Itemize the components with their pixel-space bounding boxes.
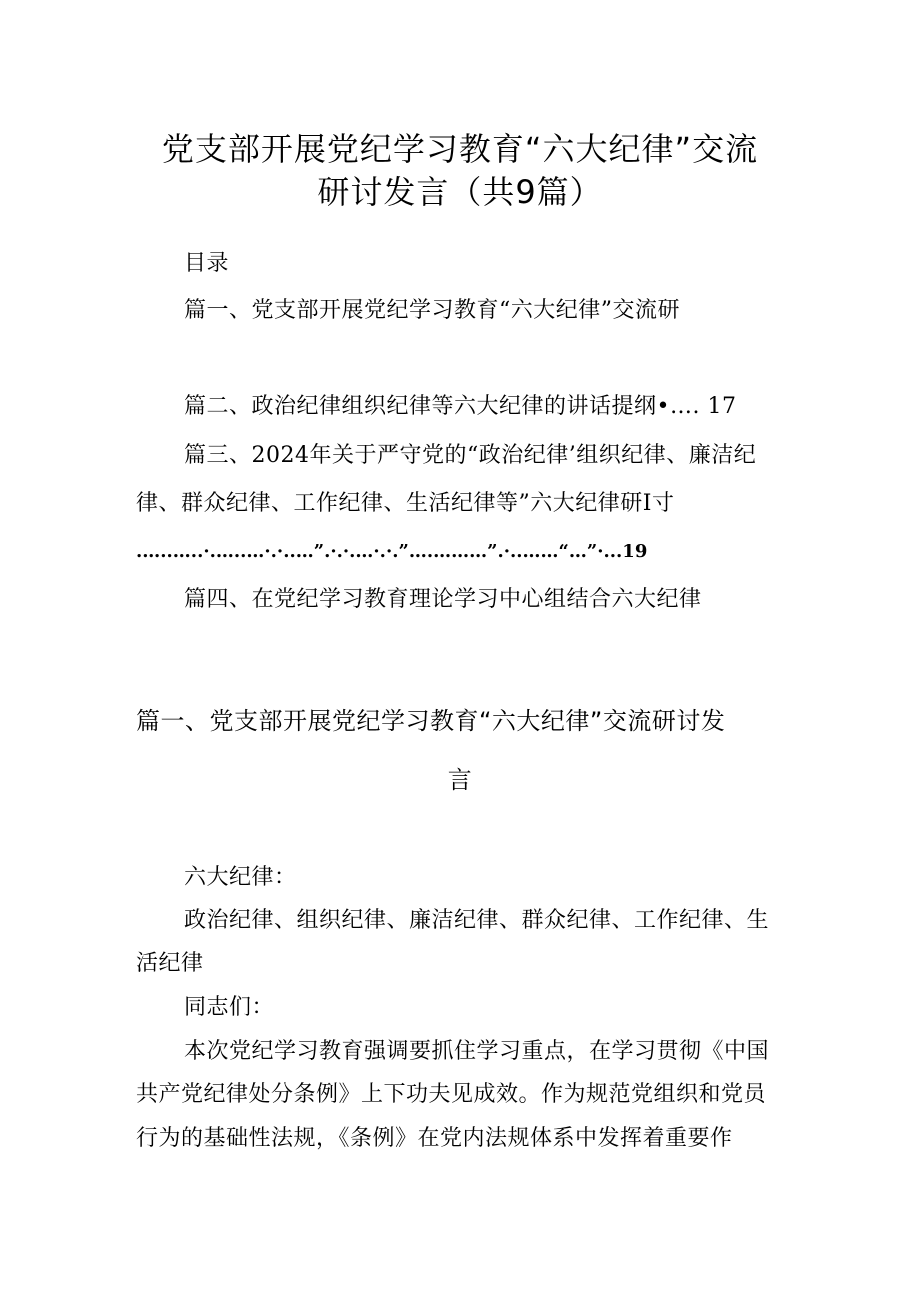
document-title-line-1: 党支部开展党纪学习教育“六大纪律”交流 (161, 130, 759, 168)
toc-item-3-line-1[interactable]: 篇三、2024年关于严守党的“政治纪律’组织纪律、廉洁纪 (184, 443, 757, 468)
paragraph-1-line-3: 行为的基础性法规，《条例》在党内法规体系中发挥着重要作 (136, 1126, 733, 1151)
section-1-title-line-1: 篇一、党支部开展党纪学习教育“六大纪律”交流研讨发 (136, 707, 726, 735)
toc-heading: 目录 (184, 251, 230, 276)
section-1-title-line-2: 言 (447, 766, 473, 794)
greeting: 同志们： (184, 995, 275, 1020)
six-disciplines-list-line-1: 政治纪律、组织纪律、廉洁纪律、群众纪律、工作纪律、生 (184, 908, 770, 933)
paragraph-1-line-1: 本次党纪学习教育强调要抓住学习重点，在学习贯彻《中国 (184, 1039, 770, 1064)
document-title-line-2: 研讨发言（共9篇） (317, 173, 603, 211)
toc-item-4[interactable]: 篇四、在党纪学习教育理论学习中心组结合六大纪律 (184, 587, 702, 612)
toc-item-1[interactable]: 篇一、党支部开展党纪学习教育“六大纪律”交流研 (184, 298, 680, 323)
toc-item-3-line-2[interactable]: 律、群众纪律、工作纪律、生活纪律等”六大纪律研I寸 (136, 491, 675, 516)
paragraph-1-line-2: 共产党纪律处分条例》上下功夫见成效。作为规范党组织和党员 (136, 1082, 767, 1107)
toc-item-2[interactable]: 篇二、政治纪律组织纪律等六大纪律的讲话提纲•…. 17 (184, 394, 737, 419)
toc-item-3-line-3[interactable]: .…..…..·.…..…·.·..…”.·.·.…·.·.”….………”.·..……“…”·...19 (136, 541, 648, 562)
six-disciplines-list-line-2: 活纪律 (136, 951, 204, 976)
six-disciplines-label: 六大纪律： (184, 865, 297, 890)
